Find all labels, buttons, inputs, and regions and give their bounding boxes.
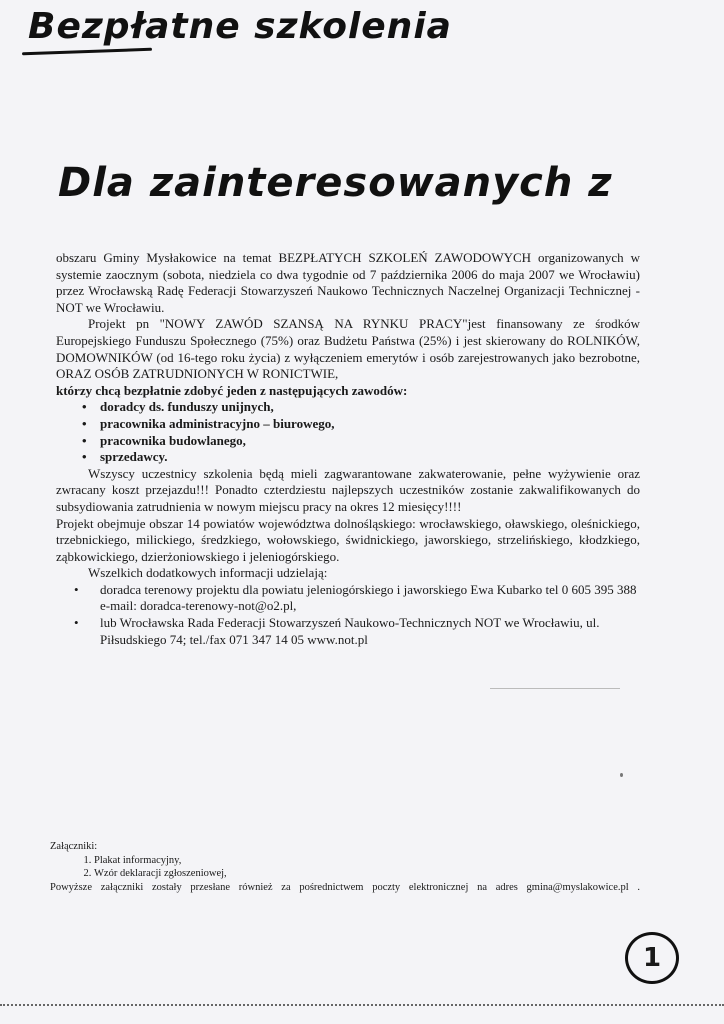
list-item: • pracownika administracyjno – biurowego,: [100, 416, 640, 433]
benefits-paragraph: Wszyscy uczestnicy szkolenia będą mieli zagwarantowane zakwaterowanie, pełne wyżywienie oraz zwracany koszt przejazdu!!! Ponadto czterdziestu najlepszych uczestników zostanie zakwalifikowanych do subsydiowania zatrudnienia w nowym miejscu pracy na okres 12 miesięcy!!!!: [56, 465, 640, 514]
page-title: Bezpłatne szkolenia: [28, 6, 452, 47]
title-underline: [22, 48, 152, 56]
trades-list: [56, 399, 640, 465]
list-item: 1. Plakat informacyjny,: [94, 854, 640, 868]
list-item: • sprzedawcy.: [100, 449, 640, 466]
page-number: 1: [625, 932, 679, 984]
attachments-heading: Załączniki:: [50, 841, 98, 852]
list-item: 2. Wzór deklaracji zgłoszeniowej,: [94, 867, 640, 881]
page-subtitle: Dla zainteresowanych z: [58, 160, 613, 206]
attachments-note: Powyższe załączniki zostały przesłane również za pośrednictwem poczty elektronicznej na adres gmina@myslakowice.pl .: [50, 881, 640, 893]
scan-speck: [620, 773, 623, 777]
divider: [490, 688, 620, 689]
contacts-list: [56, 582, 640, 648]
list-item: • lub Wrocławska Rada Federacji Stowarzyszeń Naukowo-Technicznych NOT we Wrocławiu, ul. Piłsudskiego 74; tel./fax 071 347 14 05 www.not.pl: [100, 615, 640, 648]
info-intro: Wszelkich dodatkowych informacji udzielają:: [88, 565, 328, 581]
document-body: [56, 250, 640, 648]
trades-intro: którzy chcą bezpłatnie zdobyć jeden z następujących zawodów:: [56, 382, 408, 398]
area-paragraph: Projekt obejmuje obszar 14 powiatów województwa dolnośląskiego: wrocławskiego, oławskiego, oleśnickiego, trzebnickiego, milickiego, średzkiego, wołowskiego, świdnickiego, jaworskiego, strzelińskiego, kłodzkiego, ząbkowickiego, dzierżoniowskiego i jeleniogórskiego.: [56, 515, 640, 564]
list-item: • doradcy ds. funduszy unijnych,: [100, 399, 640, 416]
attachments-section: [50, 840, 640, 894]
list-item: • pracownika budowlanego,: [100, 433, 640, 450]
list-item: • doradca terenowy projektu dla powiatu jeleniogórskiego i jaworskiego Ewa Kubarko tel 0 605 395 388 e-mail: doradca-terenowy-not@o2.pl,: [100, 582, 640, 615]
project-paragraph: Projekt pn "NOWY ZAWÓD SZANSĄ NA RYNKU PRACY"jest finansowany ze środków Europejskiego Funduszu Społecznego (75%) oraz Budżetu Państwa (25%) i jest skierowany do ROLNIKÓW, DOMOWNIKÓW (od 16-tego roku życia) z wyłączeniem emerytów i osób zarejestrowanych jako bezrobotne, ORAZ OSÓB ZATRUDNIONYCH W RONICTWIE,: [56, 316, 640, 382]
attachments-list: [50, 854, 640, 881]
intro-paragraph: obszaru Gminy Mysłakowice na temat BEZPŁATYCH SZKOLEŃ ZAWODOWYCH organizowanych w systemie zaocznym (sobota, niedziela co dwa tygodnie od 7 października 2006 do maja 2007 we Wrocławiu) przez Wrocławską Radę Federacji Stowarzyszeń Naukowo Technicznych Naczelnej Organizacji Technicznej - NOT we Wrocławiu.: [56, 250, 640, 315]
dotted-cut-line: [0, 1004, 724, 1006]
